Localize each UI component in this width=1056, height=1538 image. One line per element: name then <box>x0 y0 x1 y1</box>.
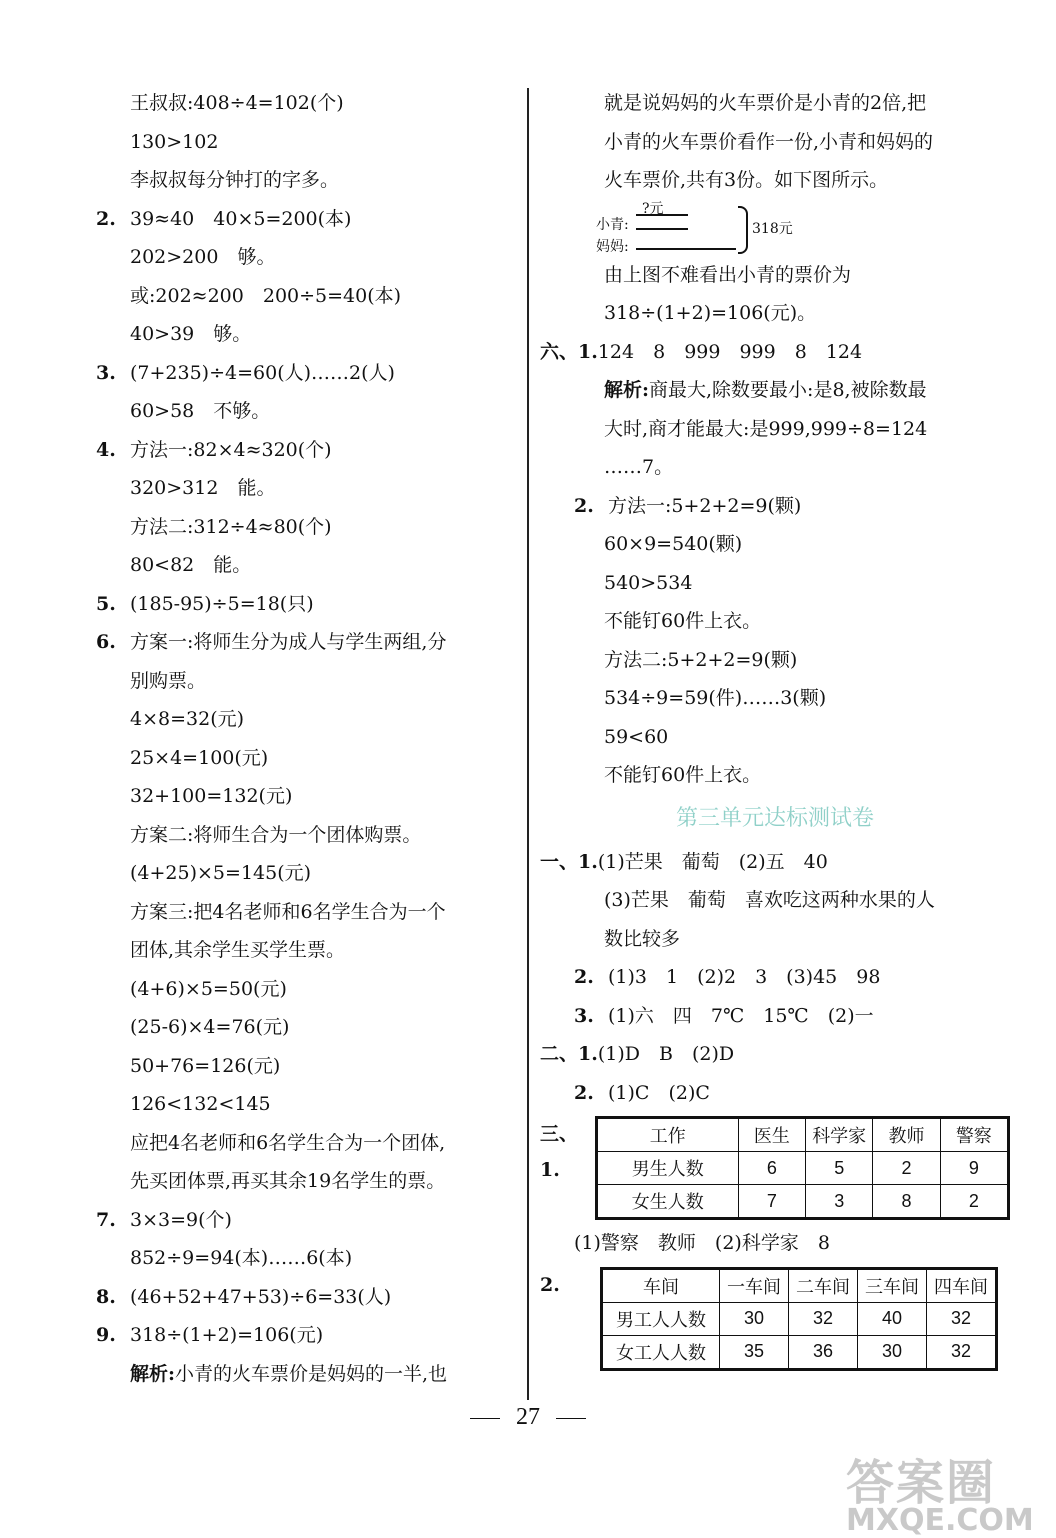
question-number: 2. <box>574 1081 594 1104</box>
table1-answer: (1)警察 教师 (2)科学家 8 <box>574 1232 830 1254</box>
answer-text: 32+100=132(元) <box>130 785 293 807</box>
answer-line <box>96 238 526 277</box>
table-cell: 5 <box>806 1152 873 1185</box>
answer-text: 534÷9=59(件)……3(颗) <box>604 687 827 709</box>
answer-line <box>96 1085 526 1124</box>
answer-line <box>540 161 1010 200</box>
right-mid-lines <box>540 256 1010 795</box>
answer-text: (4+25)×5=145(元) <box>130 862 312 884</box>
diagram-bar-top <box>636 214 688 216</box>
answer-line <box>96 161 526 200</box>
answer-line <box>96 1201 526 1240</box>
answer-text: 李叔叔每分钟打的字多。 <box>130 169 340 191</box>
answer-text: 或:202≈200 200÷5=40(本) <box>130 284 402 307</box>
answer-line <box>540 525 1010 564</box>
answer-text: 320>312 能。 <box>130 477 276 499</box>
answer-line <box>96 893 526 932</box>
answer-line <box>540 718 1010 757</box>
table-cell: 女生人数 <box>597 1185 738 1218</box>
page-number <box>0 1404 1056 1431</box>
table-row <box>597 1152 1007 1185</box>
section-title: 第三单元达标测试卷 <box>675 805 874 831</box>
question-number: 2. <box>96 207 116 230</box>
answer-text: 25×4=100(元) <box>130 746 269 769</box>
table-cell: 男生人数 <box>597 1152 738 1185</box>
diagram-label-mama: 妈妈: <box>596 238 629 255</box>
answer-text: 不能钉60件上衣。 <box>604 610 762 632</box>
answer-text: 方法一:5+2+2=9(颗) <box>608 494 802 517</box>
answer-text: 130>102 <box>130 130 219 153</box>
table1-box <box>595 1116 1010 1220</box>
table-cell: 二车间 <box>789 1269 858 1302</box>
table1 <box>597 1118 1008 1218</box>
answer-text: 318÷(1+2)=106(元) <box>130 1324 324 1346</box>
answer-text: 40>39 够。 <box>130 323 252 345</box>
table-row <box>603 1302 996 1335</box>
answer-line <box>96 739 526 778</box>
table-row <box>603 1335 996 1368</box>
answer-line <box>96 123 526 162</box>
answer-text: 应把4名老师和6名学生合为一个团体, <box>130 1131 446 1154</box>
answer-text: 小青的火车票价是妈妈的一半,也 <box>175 1362 448 1385</box>
answer-line <box>540 84 1010 123</box>
answer-text: ……7。 <box>604 456 674 478</box>
table-cell: 男工人人数 <box>603 1302 720 1335</box>
table-cell: 一车间 <box>720 1269 789 1302</box>
question-number: 2. <box>574 494 594 517</box>
table-cell: 2 <box>873 1152 940 1185</box>
right-bottom-lines <box>540 843 1010 1113</box>
answer-line <box>540 958 1010 997</box>
table-cell: 科学家 <box>806 1119 873 1152</box>
answer-line <box>96 546 526 585</box>
analysis-label: 解析: <box>130 1362 176 1385</box>
diagram-brace <box>738 206 748 254</box>
answer-line <box>540 371 1010 410</box>
answer-line <box>540 679 1010 718</box>
answer-line <box>540 256 1010 295</box>
table-cell: 32 <box>789 1302 858 1335</box>
answer-text: (185-95)÷5=18(只) <box>130 592 314 615</box>
answer-text: 方法二:5+2+2=9(颗) <box>604 648 798 671</box>
question-number: 一、1. <box>540 850 598 873</box>
answer-text: 王叔叔:408÷4=102(个) <box>130 92 344 114</box>
answer-text: 大时,商才能最大:是999,999÷8=124 <box>604 417 928 440</box>
answer-text: (1)D B (2)D <box>597 1043 735 1065</box>
answer-text: 59<60 <box>604 725 669 748</box>
answer-text: 团体,其余学生买学生票。 <box>130 939 346 961</box>
answer-line <box>96 662 526 701</box>
answer-line <box>540 1035 1010 1074</box>
page-number-text: 27 <box>516 1404 540 1430</box>
page-dash-right <box>556 1418 586 1419</box>
table-cell: 9 <box>940 1152 1007 1185</box>
table-cell: 2 <box>940 1185 1007 1218</box>
answer-line <box>540 756 1010 795</box>
answer-text: 由上图不难看出小青的票价为 <box>604 263 852 286</box>
answer-text: (1)芒果 葡萄 (2)五 40 <box>597 850 828 873</box>
diagram-bar-xiaoqing <box>636 228 688 230</box>
table-cell: 教师 <box>873 1119 940 1152</box>
answer-text: 126<132<145 <box>130 1093 271 1115</box>
table-header-row <box>597 1119 1007 1152</box>
question-number: 6. <box>96 631 116 653</box>
answer-text: 方案三:把4名老师和6名学生合为一个 <box>130 900 446 923</box>
answer-text: 4×8=32(元) <box>130 708 245 730</box>
answer-text: 别购票。 <box>130 669 207 692</box>
answer-line <box>540 1074 1010 1113</box>
answer-line <box>540 294 1010 333</box>
answer-line <box>96 431 526 470</box>
right-top-lines <box>540 84 1010 200</box>
answer-text: 318÷(1+2)=106(元)。 <box>604 302 817 324</box>
diagram-label-xiaoqing: 小青: <box>596 216 629 233</box>
answer-text: (1)3 1 (2)2 3 (3)45 98 <box>608 966 881 988</box>
column-divider <box>527 88 529 1400</box>
answer-line <box>96 1162 526 1201</box>
answer-text: 60×9=540(颗) <box>604 533 743 555</box>
answer-line <box>96 1047 526 1086</box>
table-cell: 36 <box>789 1335 858 1368</box>
answer-line <box>96 277 526 316</box>
question-number: 2. <box>574 966 594 988</box>
question-number: 5. <box>96 592 116 615</box>
question-number: 9. <box>96 1324 116 1346</box>
answer-text: 火车票价,共有3份。如下图所示。 <box>604 169 889 191</box>
table-cell: 医生 <box>738 1119 805 1152</box>
table-cell: 车间 <box>603 1269 720 1302</box>
answer-text: 数比较多 <box>604 927 681 950</box>
answer-line <box>96 931 526 970</box>
table-cell: 工作 <box>597 1119 738 1152</box>
answer-text: 方法一:82×4≈320(个) <box>130 438 332 461</box>
answer-text: 方法二:312÷4≈80(个) <box>130 515 332 538</box>
answer-line <box>540 920 1010 959</box>
answer-text: 3×3=9(个) <box>130 1208 232 1231</box>
answer-text: 202>200 够。 <box>130 246 276 268</box>
answer-line <box>540 333 1010 372</box>
answer-line <box>96 1316 526 1355</box>
answer-line <box>540 448 1010 487</box>
answer-line <box>540 997 1010 1036</box>
answer-line <box>540 843 1010 882</box>
right-column <box>540 84 1010 1371</box>
answer-line <box>540 564 1010 603</box>
answer-line <box>96 854 526 893</box>
table2-label: 2. <box>540 1273 560 1296</box>
answer-line <box>540 602 1010 641</box>
answer-line <box>96 1355 526 1394</box>
question-number: 3. <box>96 361 116 384</box>
answer-line <box>96 816 526 855</box>
diagram-total: 318元 <box>752 220 793 237</box>
answer-line <box>96 1278 526 1317</box>
watermark-logo: 答案圈 <box>846 1455 997 1511</box>
answer-line <box>96 508 526 547</box>
answer-line <box>96 585 526 624</box>
question-number: 二、1. <box>540 1043 598 1065</box>
question-number: 3. <box>574 1004 594 1027</box>
answer-text: 不能钉60件上衣。 <box>604 764 762 786</box>
answer-line <box>96 970 526 1009</box>
answer-text: 852÷9=94(本)……6(本) <box>130 1247 353 1269</box>
question-number: 8. <box>96 1285 116 1308</box>
answer-text: (7+235)÷4=60(人)……2(人) <box>130 361 395 384</box>
table-cell: 3 <box>806 1185 873 1218</box>
table1-label: 三、1. <box>540 1123 579 1181</box>
answer-line <box>96 1124 526 1163</box>
analysis-label: 解析: <box>604 379 650 401</box>
table-cell: 40 <box>858 1302 927 1335</box>
answer-line <box>96 700 526 739</box>
answer-text: 商最大,除数要最小:是8,被除数最 <box>649 379 927 401</box>
table-cell: 32 <box>927 1302 996 1335</box>
answer-line <box>96 469 526 508</box>
table-cell: 警察 <box>940 1119 1007 1152</box>
answer-line <box>96 392 526 431</box>
answer-line <box>540 123 1010 162</box>
answer-text: 39≈40 40×5=200(本) <box>130 207 352 230</box>
answer-text: (46+52+47+53)÷6=33(人) <box>130 1285 392 1308</box>
answer-text: 先买团体票,再买其余19名学生的票。 <box>130 1170 446 1192</box>
answer-text: 方案二:将师生合为一个团体购票。 <box>130 823 422 846</box>
answer-line <box>96 1008 526 1047</box>
answer-text: 小青的火车票价看作一份,小青和妈妈的 <box>604 130 934 153</box>
question-number: 六、1. <box>540 340 598 363</box>
table-cell: 三车间 <box>858 1269 927 1302</box>
answer-line <box>540 641 1010 680</box>
table2 <box>602 1269 996 1369</box>
answer-text: (1)六 四 7℃ 15℃ (2)一 <box>608 1004 874 1027</box>
answer-line <box>540 410 1010 449</box>
answer-text: 方案一:将师生分为成人与学生两组,分 <box>130 631 447 653</box>
table-cell: 6 <box>738 1152 805 1185</box>
answer-line <box>96 84 526 123</box>
answer-line <box>96 777 526 816</box>
answer-line <box>96 623 526 662</box>
question-number: 4. <box>96 438 116 461</box>
table-cell: 7 <box>738 1185 805 1218</box>
answer-text: 124 8 999 999 8 124 <box>597 340 863 363</box>
answer-text: 就是说妈妈的火车票价是小青的2倍,把 <box>604 92 927 114</box>
table-header-row <box>603 1269 996 1302</box>
watermark-url: MXQE.COM <box>846 1503 1034 1538</box>
question-number: 7. <box>96 1208 116 1231</box>
table-cell: 四车间 <box>927 1269 996 1302</box>
answer-line <box>540 487 1010 526</box>
answer-text: 50+76=126(元) <box>130 1054 281 1077</box>
answer-line <box>96 354 526 393</box>
answer-text: (25-6)×4=76(元) <box>130 1016 290 1038</box>
answer-line <box>96 200 526 239</box>
ticket-diagram <box>596 200 1010 256</box>
page-dash-left <box>470 1418 500 1419</box>
answer-line <box>540 881 1010 920</box>
answer-text: 80<82 能。 <box>130 554 252 576</box>
watermark <box>846 1444 1036 1538</box>
table2-box <box>600 1267 998 1371</box>
table-cell: 30 <box>858 1335 927 1368</box>
diagram-question: ?元 <box>642 200 664 217</box>
answer-line <box>96 315 526 354</box>
answer-text: 540>534 <box>604 571 693 594</box>
answer-text: (3)芒果 葡萄 喜欢吃这两种水果的人 <box>604 889 935 911</box>
answer-text: (1)C (2)C <box>608 1081 710 1104</box>
table-cell: 35 <box>720 1335 789 1368</box>
answer-text: 60>58 不够。 <box>130 400 271 422</box>
table2-wrap <box>540 1267 1010 1371</box>
answer-text: (4+6)×5=50(元) <box>130 977 287 1000</box>
table-cell: 32 <box>927 1335 996 1368</box>
table-cell: 女工人人数 <box>603 1335 720 1368</box>
diagram-bar-mama <box>636 248 736 250</box>
table-row <box>597 1185 1007 1218</box>
left-column <box>96 84 526 1393</box>
table-cell: 30 <box>720 1302 789 1335</box>
table1-wrap <box>540 1116 1010 1220</box>
answer-line <box>96 1239 526 1278</box>
table-cell: 8 <box>873 1185 940 1218</box>
